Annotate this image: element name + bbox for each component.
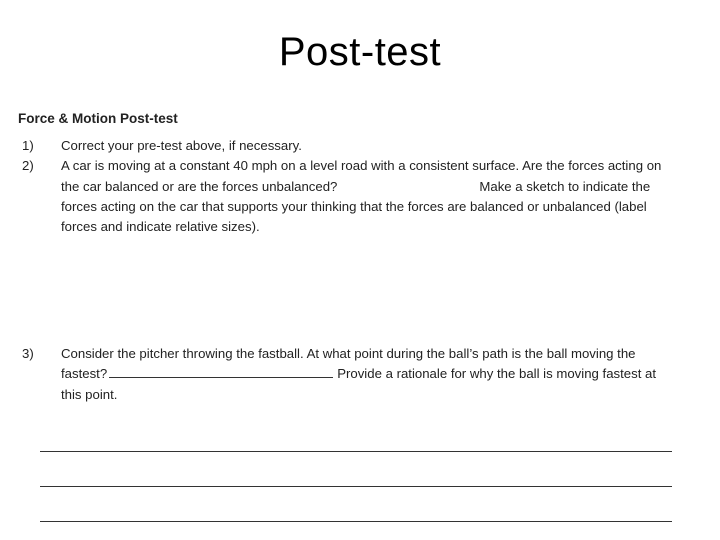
question-text-line: Consider the pitcher throwing the fastball. At what point during the ball’s path is the ball moving the bbox=[61, 346, 636, 362]
question-number: 3) bbox=[22, 346, 34, 362]
worksheet-document bbox=[18, 109, 678, 405]
question-3 bbox=[18, 344, 678, 405]
question-text-line: forces acting on the car that supports your thinking that the forces are balanced or unbalanced (label bbox=[61, 198, 647, 214]
question-text: Correct your pre-test above, if necessary. bbox=[61, 138, 302, 154]
question-number: 2) bbox=[22, 158, 34, 174]
question-text-line bbox=[61, 364, 678, 384]
fill-in-blank[interactable] bbox=[109, 364, 333, 378]
answer-line[interactable] bbox=[40, 451, 672, 452]
question-text-segment: fastest? bbox=[61, 366, 108, 382]
question-2 bbox=[18, 156, 678, 237]
question-1 bbox=[18, 136, 678, 156]
question-text-segment: the car balanced or are the forces unbalanced? bbox=[61, 178, 338, 194]
question-text-segment: Make a sketch to indicate the bbox=[479, 178, 651, 194]
question-number: 1) bbox=[22, 138, 34, 154]
question-text-segment: Provide a rationale for why the ball is moving fastest at bbox=[337, 366, 657, 382]
question-text-line: forces and indicate relative sizes). bbox=[61, 219, 260, 235]
answer-line[interactable] bbox=[40, 486, 672, 487]
answer-line[interactable] bbox=[40, 521, 672, 522]
slide-title: Post-test bbox=[278, 30, 442, 74]
question-text-line bbox=[61, 177, 678, 197]
worksheet-heading: Force & Motion Post-test bbox=[18, 111, 178, 126]
question-text-line: this point. bbox=[61, 386, 118, 402]
question-text-line: A car is moving at a constant 40 mph on a level road with a consistent surface. Are the forces acting on bbox=[61, 158, 662, 174]
